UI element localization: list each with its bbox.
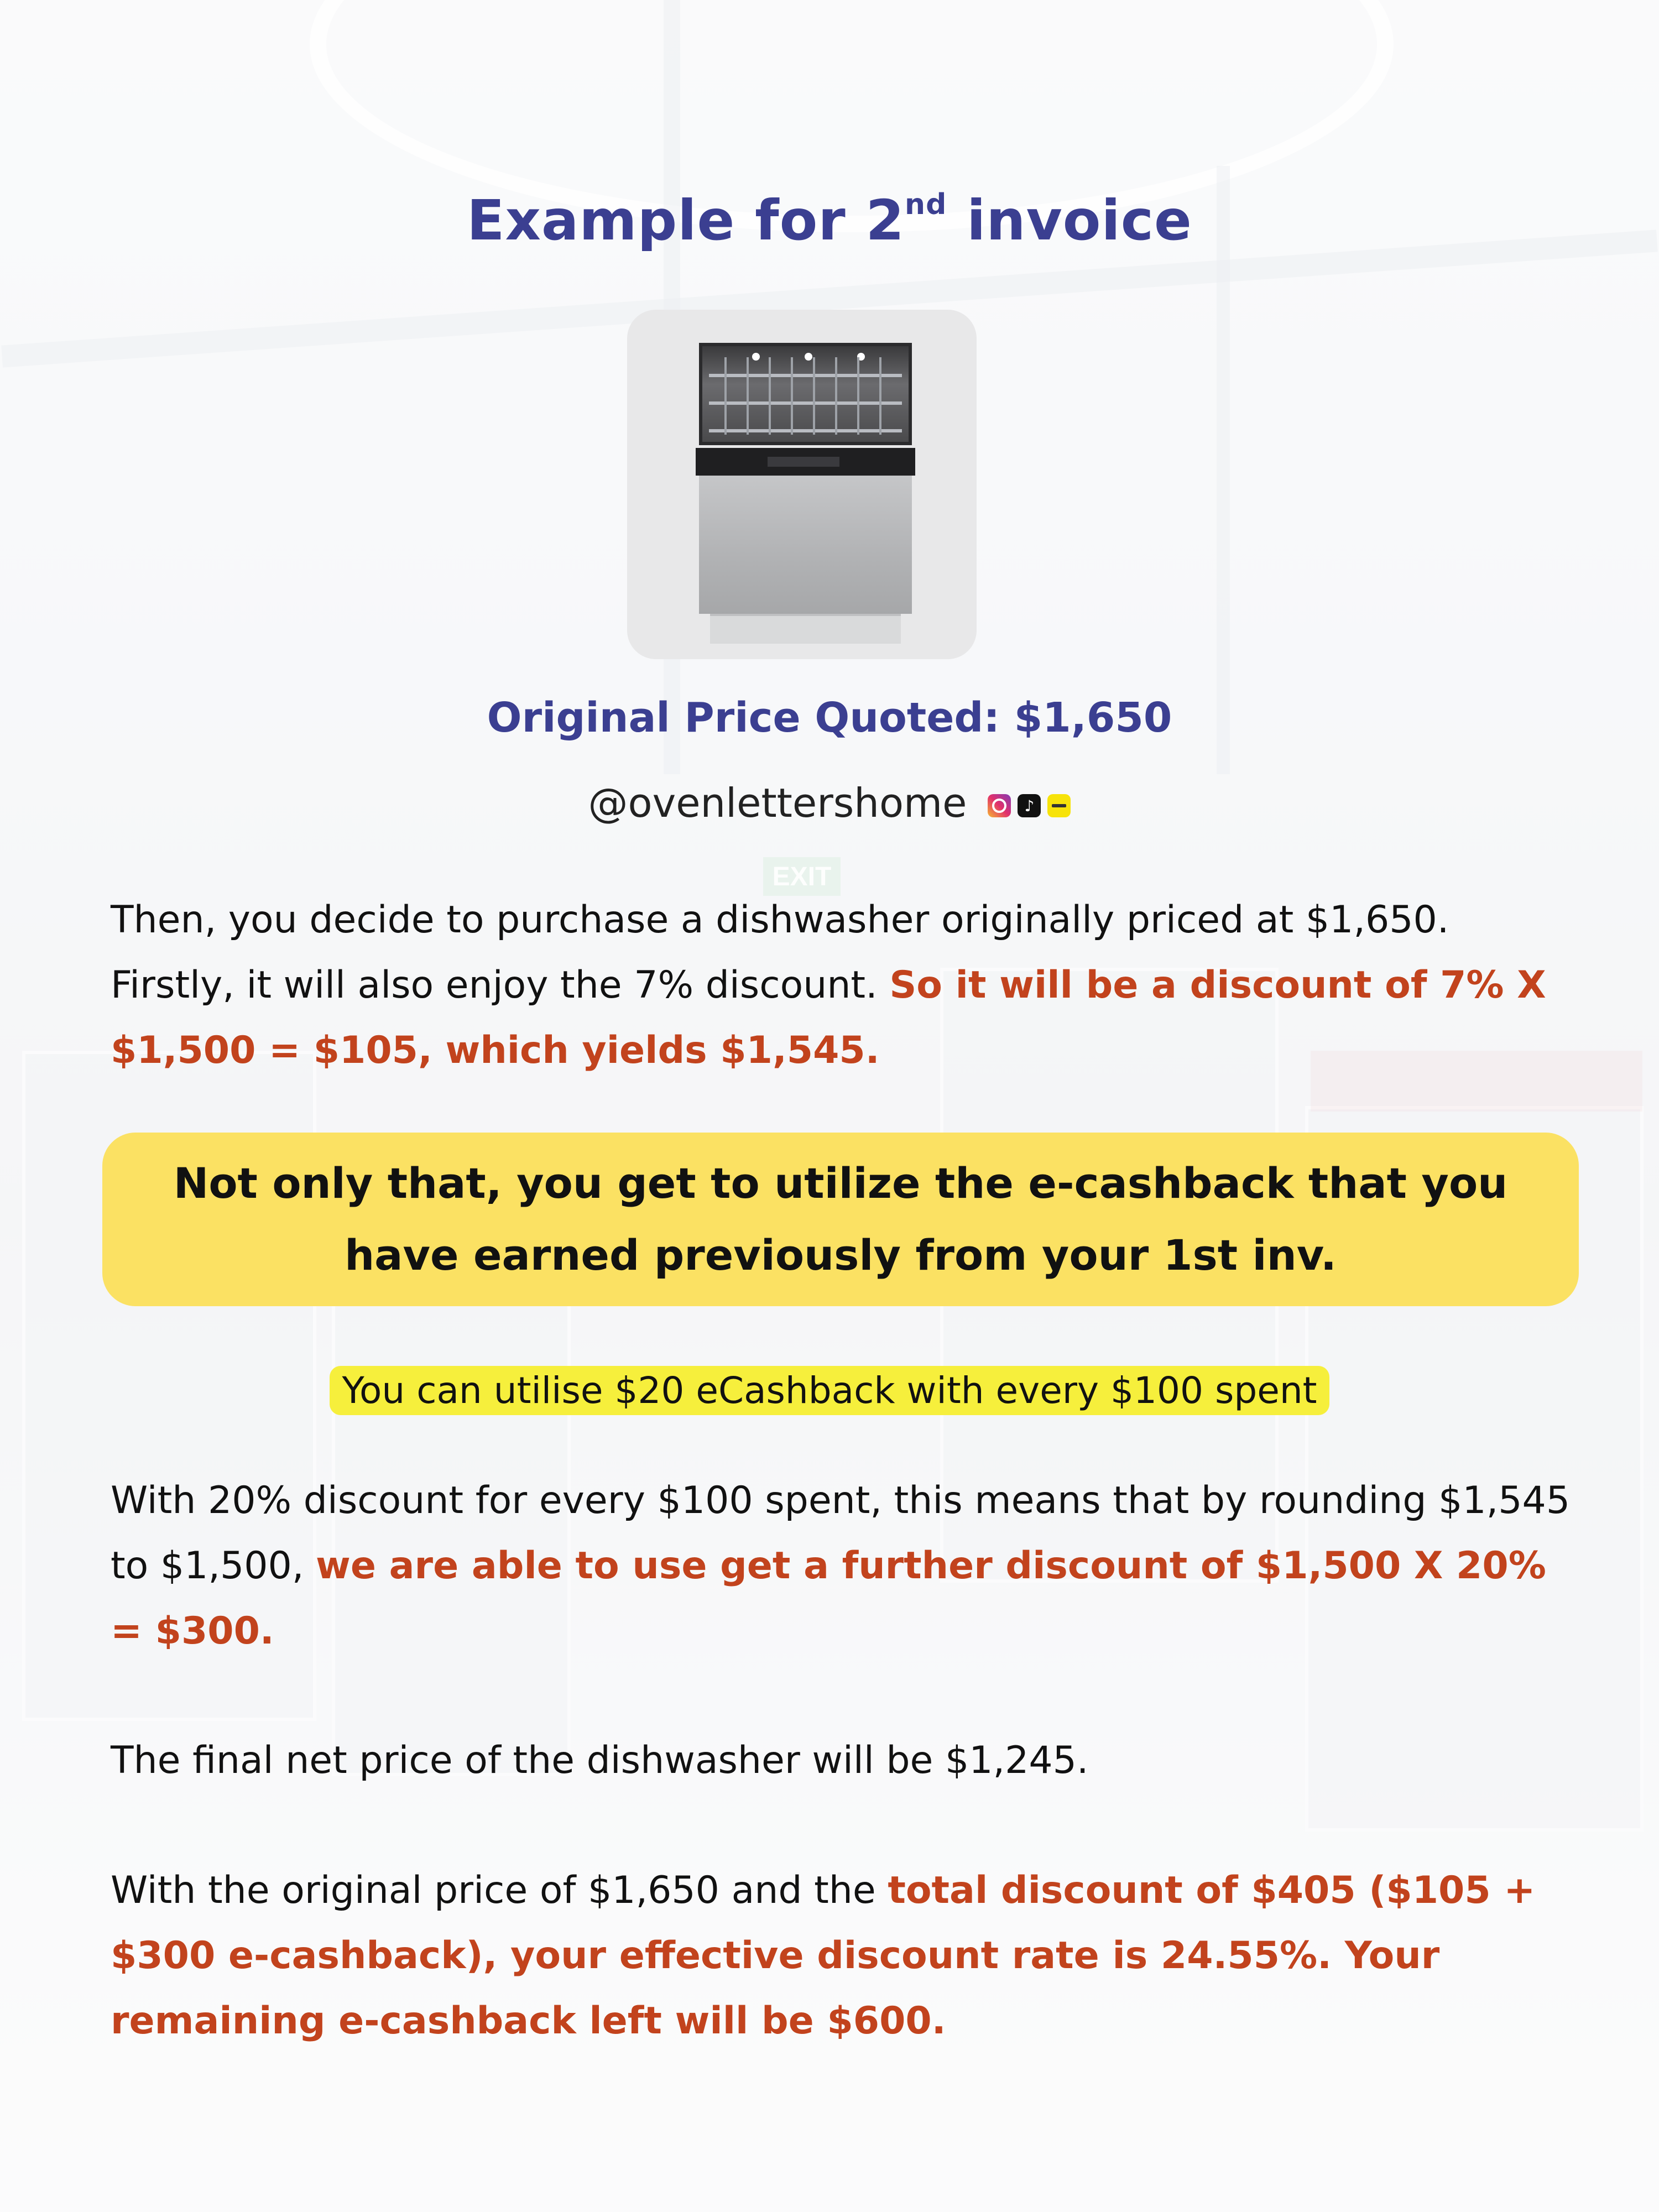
intro-highlight: So it will be a discount of 7% X $1,500 = $105, which yields $1,545. [111, 963, 1546, 1072]
intro-paragraph [111, 888, 1571, 1083]
dishwasher-image [699, 343, 912, 625]
title-suffix: invoice [947, 188, 1192, 253]
intro-text: Then, you decide to purchase a dishwasher originally priced at $1,650. Firstly, it will also enjoy the 7% discount. [111, 898, 1449, 1007]
rounding-paragraph [111, 1468, 1571, 1664]
summary-paragraph [111, 1858, 1571, 2054]
social-handle-row [0, 780, 1659, 826]
page-title [0, 188, 1659, 253]
callout-box [102, 1133, 1579, 1306]
title-prefix: Example for 2 [467, 188, 905, 253]
social-icons [988, 794, 1071, 817]
title-superscript: nd [905, 188, 947, 221]
final-price-paragraph: The final net price of the dishwasher will be $1,245. [111, 1739, 1089, 1782]
lemon8-icon [1047, 794, 1071, 817]
tiktok-icon: ♪ [1018, 794, 1041, 817]
summary-highlight: total discount of $405 ($105 + $300 e-cashback), your effective discount rate is 24.55%. Your remaining e-cashback left will be $600. [111, 1869, 1536, 2043]
summary-text: With the original price of $1,650 and the [111, 1869, 888, 1912]
rounding-text: With 20% discount for every $100 spent, this means that by rounding $1,545 to $1,500, [111, 1479, 1571, 1588]
product-image-card [627, 310, 977, 659]
original-price-label: Original Price Quoted: $1,650 [487, 694, 1172, 742]
rounding-highlight: we are able to use get a further discount of $1,500 X 20% = $300. [111, 1544, 1546, 1653]
callout-text: Not only that, you get to utilize the e-cashback that you have earned previously from your 1st inv. [173, 1159, 1508, 1280]
instagram-icon [988, 794, 1011, 817]
social-handle: @ovenlettershome [588, 780, 967, 826]
cashback-rule-pill: You can utilise $20 eCashback with every $100 spent [330, 1366, 1329, 1415]
